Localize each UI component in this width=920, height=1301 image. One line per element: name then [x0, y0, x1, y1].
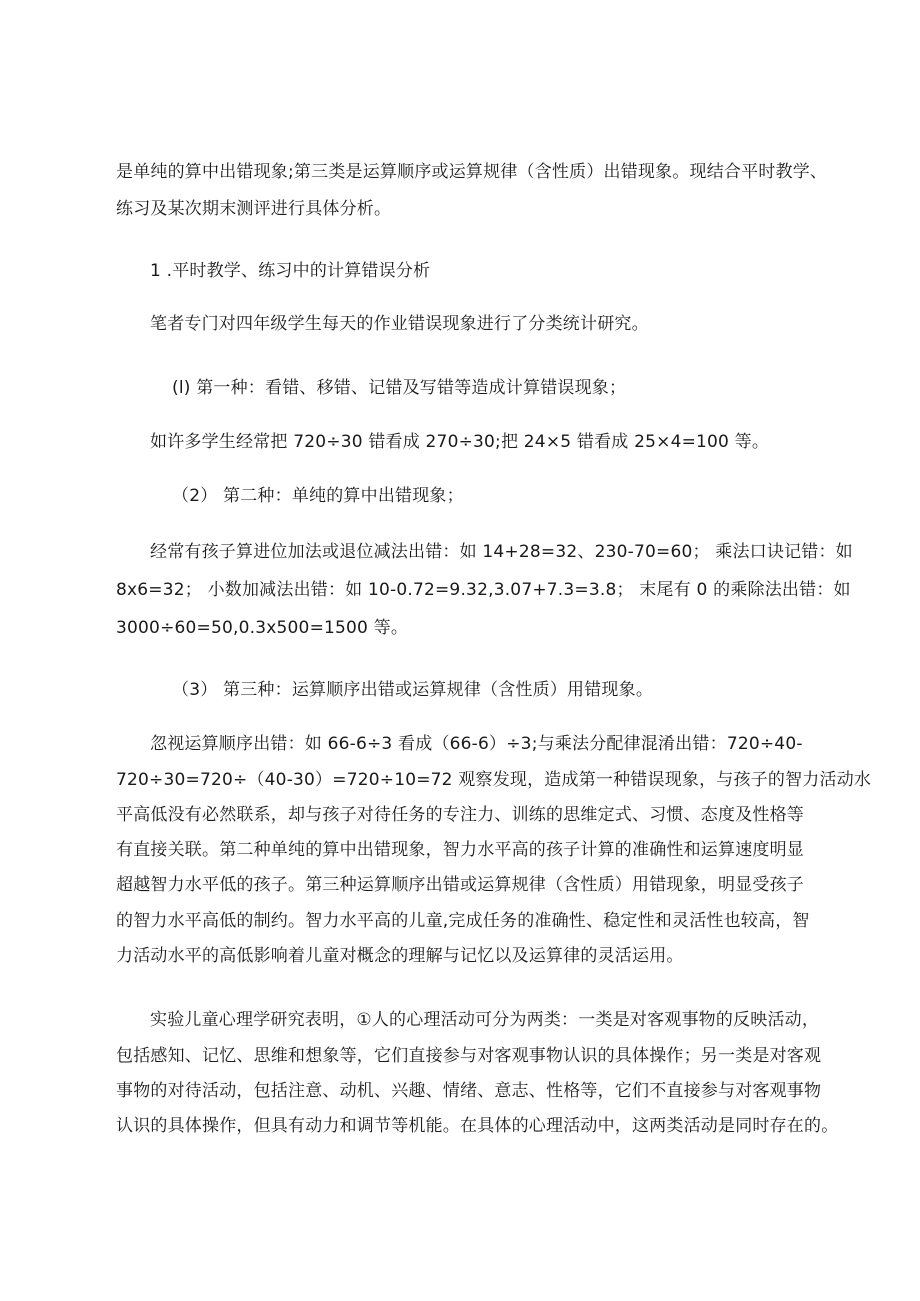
- text-line: 是单纯的算中出错现象;第三类是运算顺序或运算规律（含性质）出错现象。现结合平时教学、: [116, 162, 828, 182]
- text-line: 如许多学生经常把 720÷30 错看成 270÷30;把 24×5 错看成 25×4=100 等。: [150, 432, 770, 452]
- text-line: 力活动水平的高低影响着儿童对概念的理解与记忆以及运算律的灵活运用。: [116, 946, 684, 966]
- text-line: 忽视运算顺序出错：如 66-6÷3 看成（66-6）÷3;与乘法分配律混淆出错：720÷40-: [150, 734, 803, 754]
- text-line: 的智力水平高低的制约。智力水平高的儿童,完成任务的准确性、稳定性和灵活性也较高，智: [116, 911, 810, 931]
- text-line: 笔者专门对四年级学生每天的作业错误现象进行了分类统计研究。: [150, 314, 649, 334]
- subsection-heading: （2） 第二种：单纯的算中出错现象；: [172, 486, 464, 506]
- text-line: 8x6=32； 小数加减法出错：如 10-0.72=9.32,3.07+7.3=3.8； 末尾有 0 的乘除法出错：如: [116, 580, 851, 600]
- section-heading: 1 .平时教学、练习中的计算错误分析: [150, 261, 431, 281]
- subsection-heading: （3） 第三种：运算顺序出错或运算规律（含性质）用错现象。: [172, 680, 654, 700]
- text-line: 3000÷60=50,0.3x500=1500 等。: [116, 618, 409, 638]
- text-line: 实验儿童心理学研究表明，①人的心理活动可分为两类：一类是对客观事物的反映活动，: [150, 1010, 820, 1030]
- text-line: 包括感知、记忆、思维和想象等，它们直接参与对客观事物认识的具体操作；另一类是对客观: [116, 1046, 822, 1066]
- text-line: 有直接关联。第二种单纯的算中出错现象，智力水平高的孩子计算的准确性和运算速度明显: [116, 840, 804, 860]
- text-line: 720÷30=720÷（40-30）=720÷10=72 观察发现，造成第一种错误现象，与孩子的智力活动水: [116, 770, 872, 790]
- text-line: 平高低没有必然联系，却与孩子对待任务的专注力、训练的思维定式、习惯、态度及性格等: [116, 805, 804, 825]
- text-line: 事物的对待活动，包括注意、动机、兴趣、情绪、意志、性格等，它们不直接参与对客观事物: [116, 1081, 822, 1101]
- subsection-heading: (l) 第一种：看错、移错、记错及写错等造成计算错误现象；: [172, 378, 627, 398]
- text-line: 练习及某次期末测评进行具体分析。: [116, 199, 392, 219]
- text-line: 经常有孩子算进位加法或退位减法出错：如 14+28=32、230-70=60； 乘法口诀记错：如: [150, 542, 853, 562]
- text-line: 认识的具体操作，但具有动力和调节等机能。在具体的心理活动中，这两类活动是同时存在的。: [116, 1116, 839, 1136]
- text-line: 超越智力水平低的孩子。第三种运算顺序出错或运算规律（含性质）用错现象，明显受孩子: [116, 875, 804, 895]
